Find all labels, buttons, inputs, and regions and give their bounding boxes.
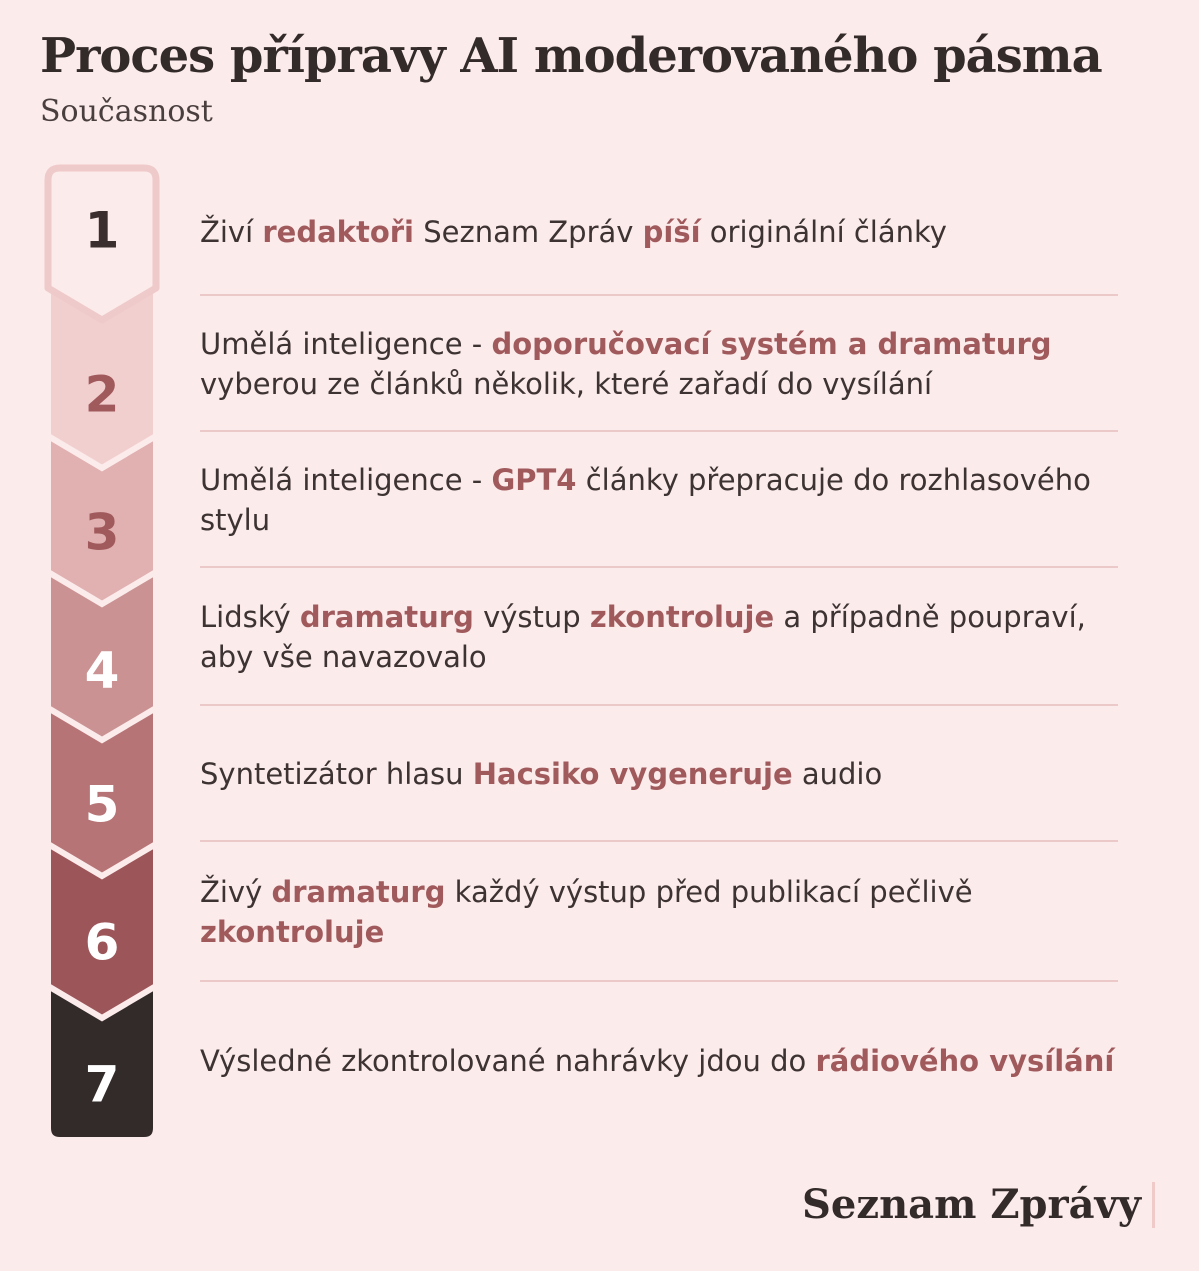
step-text-part: Živí xyxy=(200,215,263,249)
step-text-part: výstup xyxy=(473,600,590,634)
step-2-number: 2 xyxy=(84,365,120,424)
step-text-part: Výsledné zkontrolované nahrávky jdou do xyxy=(200,1044,816,1078)
step-5-number: 5 xyxy=(84,775,120,834)
step-text-part: Seznam Zpráv xyxy=(414,215,643,249)
step-1-number: 1 xyxy=(84,201,120,260)
step-3-text xyxy=(200,432,1120,568)
highlight-text: GPT4 xyxy=(491,463,577,497)
highlight-text: rádiového vysílání xyxy=(815,1044,1115,1078)
step-text-part: originální články xyxy=(700,215,947,249)
step-text-part: Syntetizátor hlasu xyxy=(200,757,473,791)
step-7-number: 7 xyxy=(84,1055,120,1114)
step-4-text xyxy=(200,568,1120,706)
step-text-part: Živý xyxy=(200,875,272,909)
step-text-part: vyberou ze článků několik, které zařadí do vysílání xyxy=(200,367,933,401)
step-text-part: každý výstup před publikací pečlivě xyxy=(445,875,973,909)
highlight-text: redaktoři xyxy=(262,215,414,249)
highlight-text: Hacsiko vygeneruje xyxy=(472,757,793,791)
highlight-text: zkontroluje xyxy=(589,600,775,634)
step-2-text xyxy=(200,296,1120,432)
step-text-part: a případně poupraví, aby vše navazovalo xyxy=(200,600,1086,674)
highlight-text: dramaturg xyxy=(299,600,474,634)
brand-accent-bar xyxy=(1152,1182,1155,1228)
page-subtitle: Současnost xyxy=(40,94,213,129)
step-text-part: články přepracuje do rozhlasového stylu xyxy=(200,463,1091,537)
step-1-text xyxy=(200,168,1120,296)
step-7-text xyxy=(200,982,1120,1140)
step-text-part: Umělá inteligence - xyxy=(200,327,492,361)
step-1-chevron xyxy=(48,168,156,320)
step-6-text xyxy=(200,842,1120,982)
highlight-text: píší xyxy=(642,215,701,249)
step-3-number: 3 xyxy=(84,503,120,562)
page-title: Proces přípravy AI moderovaného pásma xyxy=(40,28,1102,84)
step-4-number: 4 xyxy=(84,641,120,700)
step-text-part: Lidský xyxy=(200,600,300,634)
step-text-part: Umělá inteligence - xyxy=(200,463,492,497)
step-6-number: 6 xyxy=(84,913,120,972)
highlight-text: doporučovací systém a dramaturg xyxy=(491,327,1052,361)
step-5-text xyxy=(200,706,1120,842)
highlight-text: zkontroluje xyxy=(200,915,385,949)
brand-logo: Seznam Zprávy xyxy=(802,1181,1141,1228)
highlight-text: dramaturg xyxy=(271,875,446,909)
process-chevrons xyxy=(0,0,200,1160)
step-text-part: audio xyxy=(792,757,883,791)
